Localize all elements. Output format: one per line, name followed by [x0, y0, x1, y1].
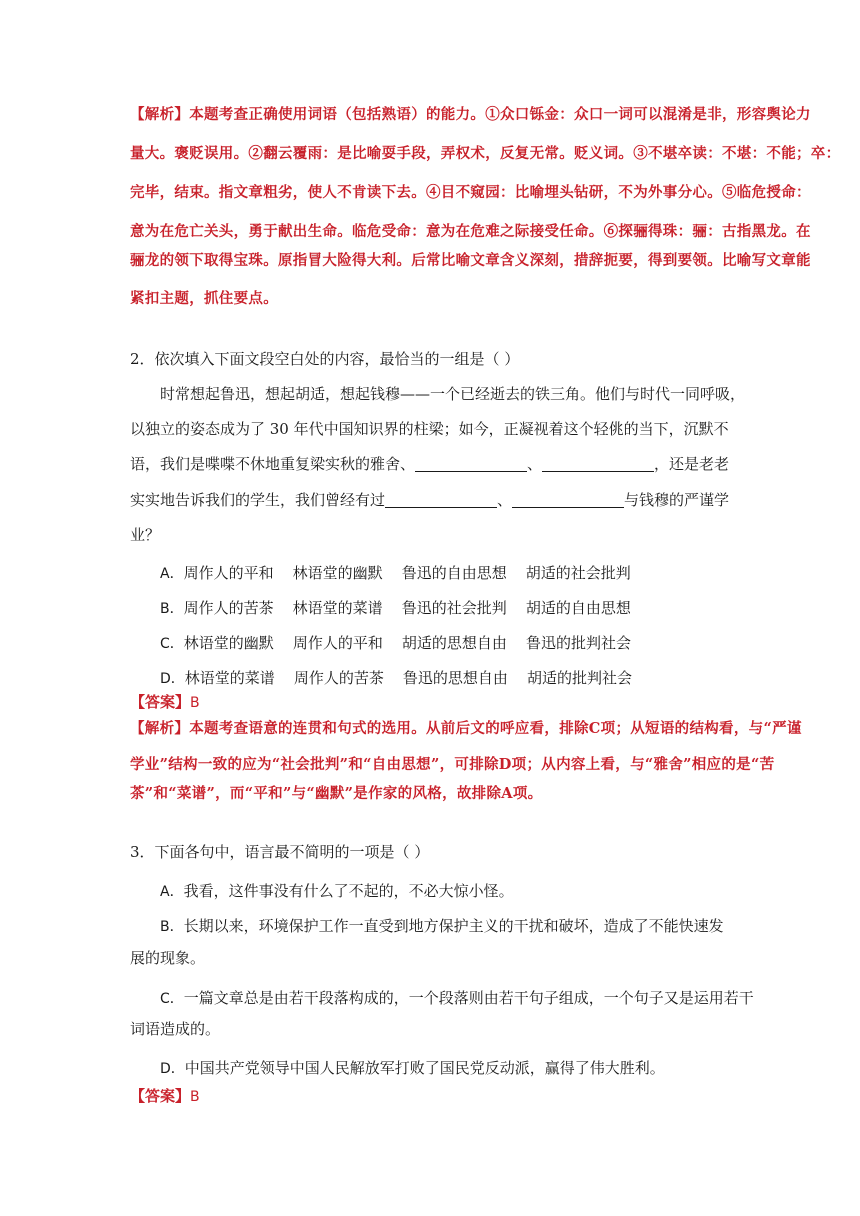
passage-text: 、	[497, 491, 513, 509]
option-letter: B．	[160, 601, 184, 617]
option-b[interactable]	[160, 597, 631, 618]
option-text-continued: 词语造成的。	[130, 1020, 221, 1038]
analysis-tag: 【解析】	[130, 106, 190, 123]
analysis-line: 骊龙的领下取得宝珠。原指冒大险得大利。后常比喻文章含义深刻，措辞扼要，得到要领。比喻写文章能	[130, 252, 811, 269]
option-text: 林语堂的菜谱 周作人的苦茶 鲁迅的思想自由 胡适的批判社会	[184, 669, 633, 687]
passage-text: 、	[527, 455, 543, 473]
fill-blank[interactable]	[415, 457, 527, 472]
option-c[interactable]	[160, 987, 754, 1008]
option-letter: B．	[160, 919, 184, 935]
option-b[interactable]	[160, 915, 724, 936]
analysis-line: 完毕，结束。指文章粗劣，使人不肯读下去。④目不窥园：比喻埋头钻研，不为外事分心。⑤临危授命：	[130, 184, 811, 201]
passage-text: 语，我们是喋喋不休地重复梁实秋的雅舍、	[130, 455, 416, 473]
fill-blank[interactable]	[512, 493, 624, 508]
passage-text: 与钱穆的严谨学	[624, 491, 730, 509]
option-d[interactable]	[160, 667, 632, 688]
answer-value: B	[190, 1089, 200, 1105]
option-text: 周作人的平和 林语堂的幽默 鲁迅的自由思想 胡适的社会批判	[183, 564, 631, 582]
passage-text: 实实地告诉我们的学生，我们曾经有过	[130, 491, 386, 509]
analysis-line: 本题考查正确使用词语（包括熟语）的能力。①众口铄金：众口一词可以混淆是非，形容舆论力	[189, 106, 811, 123]
option-text-continued: 展的现象。	[130, 949, 206, 967]
answer-line	[130, 695, 200, 710]
question-2-stem: 2．依次填入下面文段空白处的内容，最恰当的一组是（ ）	[130, 350, 520, 368]
option-letter: A．	[160, 884, 184, 900]
passage-line	[130, 457, 729, 472]
option-text: 林语堂的幽默 周作人的平和 胡适的思想自由 鲁迅的批判社会	[183, 634, 632, 652]
option-text: 中国共产党领导中国人民解放军打败了国民党反动派，赢得了伟大胜利。	[184, 1059, 665, 1077]
answer-tag: 【答案】	[130, 693, 191, 711]
option-letter: C．	[160, 636, 184, 652]
option-d[interactable]	[160, 1057, 665, 1078]
passage-line: 以独立的姿态成为了 30 年代中国知识界的柱梁；如今，正凝视着这个轻佻的当下，沉默不	[130, 420, 729, 438]
analysis-line: 本题考查语意的连贯和句式的选用。从前后文的呼应看，排除C项；从短语的结构看，与“严谨	[189, 720, 802, 737]
option-letter: C．	[160, 991, 184, 1007]
analysis-line: 紧扣主题，抓住要点。	[130, 290, 278, 307]
answer-value: B	[190, 695, 200, 711]
option-a[interactable]	[160, 562, 631, 583]
analysis-line: 量大。褒贬误用。②翻云覆雨：是比喻耍手段，弄权术，反复无常。贬义词。③不堪卒读：不堪：不能；卒：	[130, 145, 841, 162]
analysis-line: 学业”结构一致的应为“社会批判”和“自由思想”，可排除D项；从内容上看，与“雅舍”相应的是“苦	[130, 756, 775, 773]
passage-line: 业？	[130, 526, 161, 544]
fill-blank[interactable]	[385, 493, 497, 508]
option-letter: D．	[160, 1061, 185, 1077]
answer-line	[130, 1089, 200, 1104]
analysis-tag: 【解析】	[130, 720, 190, 737]
passage-line	[130, 493, 729, 508]
passage-text: ，还是老老	[654, 455, 730, 473]
answer-tag: 【答案】	[130, 1087, 191, 1105]
option-text: 周作人的苦茶 林语堂的菜谱 鲁迅的社会批判 胡适的自由思想	[183, 599, 631, 617]
fill-blank[interactable]	[542, 457, 654, 472]
analysis-line: 意为在危亡关头，勇于献出生命。临危受命：意为在危难之际接受任命。⑥探骊得珠：骊：古指黑龙。在	[130, 223, 811, 240]
option-text: 一篇文章总是由若干段落构成的，一个段落则由若干句子组成，一个句子又是运用若干	[183, 989, 754, 1007]
option-letter: D．	[160, 671, 185, 687]
option-a[interactable]	[160, 880, 514, 901]
option-letter: A．	[160, 566, 184, 582]
analysis-line: 茶”和“菜谱”，而“平和”与“幽默”是作家的风格，故排除A项。	[130, 785, 543, 802]
option-text: 我看，这件事没有什么了不起的，不必大惊小怪。	[183, 882, 514, 900]
question-3-stem: 3．下面各句中，语言最不简明的一项是（ ）	[130, 843, 430, 861]
option-c[interactable]	[160, 632, 631, 653]
option-text: 长期以来，环境保护工作一直受到地方保护主义的干扰和破坏，造成了不能快速发	[183, 917, 724, 935]
passage-line: 时常想起鲁迅，想起胡适，想起钱穆——一个已经逝去的铁三角。他们与时代一同呼吸，	[160, 385, 746, 403]
